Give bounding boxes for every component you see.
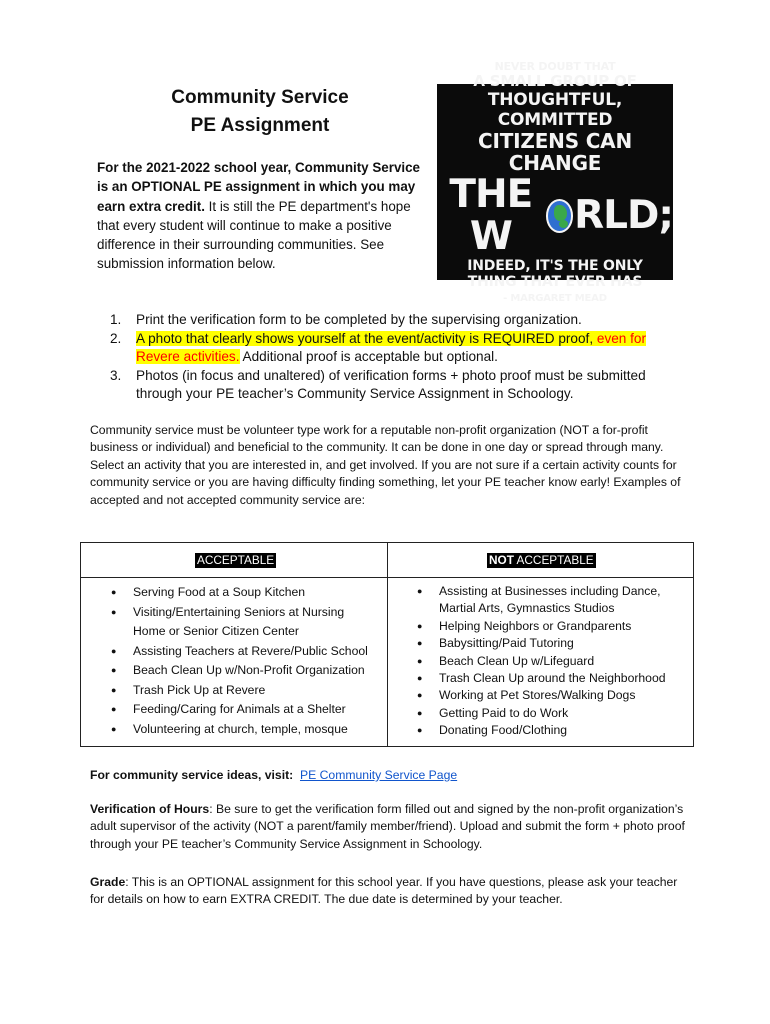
verification-label: Verification of Hours bbox=[90, 802, 210, 816]
step-red-text-2: Revere activities. bbox=[136, 349, 240, 365]
step-text: Print the verification form to be completed by the supervising organization. bbox=[136, 312, 582, 327]
list-item: ● Serving Food at a Soup Kitchen bbox=[111, 583, 376, 603]
grade-label: Grade bbox=[90, 875, 126, 889]
list-item: ● Babysitting/Paid Tutoring bbox=[417, 635, 687, 652]
list-item: ● Assisting at Businesses including Dance, Martial Arts, Gymnastics Studios bbox=[417, 583, 687, 618]
verification-paragraph bbox=[90, 801, 690, 853]
acceptable-list bbox=[111, 583, 376, 739]
list-item: ● Helping Neighbors or Grandparents bbox=[417, 618, 687, 635]
intro-bold-text: For the 2021-2022 school year, Community Service is an OPTIONAL PE assignment in which you may earn extra credit. bbox=[97, 160, 421, 214]
verification-text: : Be sure to get the verification form filled out and signed by the non-profit organization’s adult supervisor of the activity (NOT a parent/family member/friend). Upload and submit the form + photo proof through your PE teacher’s Community Service Assignment in Schoology. bbox=[90, 802, 685, 851]
step-highlight-text: A photo that clearly shows yourself at the event/activity is REQUIRED proof, bbox=[136, 330, 594, 346]
list-item: ● Visiting/Entertaining Seniors at Nursing Home or Senior Citizen Center bbox=[111, 603, 376, 642]
quote-line-5 bbox=[437, 171, 673, 259]
grade-text: : This is an OPTIONAL assignment for this school year. If you have questions, please ask your teacher for details on how to earn EXTRA CREDIT. The due date is determined by your teacher. bbox=[90, 875, 678, 907]
examples-table bbox=[80, 542, 694, 747]
quote-author: - MARGARET MEAD bbox=[503, 292, 607, 304]
page-title: Community Service bbox=[171, 87, 349, 108]
list-item: ● Getting Paid to do Work bbox=[417, 705, 687, 722]
step-item bbox=[110, 330, 670, 367]
page-subtitle: PE Assignment bbox=[190, 115, 330, 136]
quote-line-5-end: RLD; bbox=[574, 192, 673, 238]
not-acceptable-header bbox=[487, 553, 596, 568]
list-item: ● Beach Clean Up w/Non-Profit Organization bbox=[111, 661, 376, 681]
step-item bbox=[110, 311, 670, 330]
ideas-label: For community service ideas, visit: bbox=[90, 768, 294, 782]
step-text: Additional proof is acceptable but optional. bbox=[239, 349, 498, 365]
quote-line-4: CITIZENS CAN CHANGE bbox=[478, 128, 632, 175]
ideas-line bbox=[90, 767, 690, 784]
quote-image bbox=[437, 59, 673, 304]
grade-paragraph bbox=[90, 874, 690, 909]
step-text: Photos (in focus and unaltered) of verification forms + photo proof must be submitted through your PE teacher’s Community Service Assignment in Schoology. bbox=[136, 367, 646, 402]
list-item: ● Volunteering at church, temple, mosque bbox=[111, 720, 376, 740]
community-service-paragraph: Community service must be volunteer type work for a reputable non-profit organization (NOT a for-profit business or individual) and beneficial to the community. It can be done in one day or spread through many. Select an activity that you are interested in, and get involved. If you are not sure if a certain activity counts for community service or you are having difficulty finding something, let your PE teacher know early! Examples of accepted and not accepted community service are: bbox=[90, 423, 681, 507]
step-item bbox=[110, 367, 670, 404]
quote-line-6: INDEED, IT'S THE ONLY bbox=[467, 257, 643, 274]
step-number: 3. bbox=[110, 367, 122, 383]
not-header-bold: NOT bbox=[489, 553, 514, 567]
step-number: 2. bbox=[110, 330, 122, 346]
list-item: ● Feeding/Caring for Animals at a Shelter bbox=[111, 700, 376, 720]
list-item: ● Assisting Teachers at Revere/Public School bbox=[111, 642, 376, 662]
step-red-text-1: even for bbox=[596, 330, 647, 346]
list-item: ● Trash Clean Up around the Neighborhood bbox=[417, 670, 687, 687]
table-column-divider bbox=[387, 543, 388, 746]
quote-line-1: NEVER DOUBT THAT bbox=[494, 59, 616, 73]
not-acceptable-list bbox=[417, 583, 687, 740]
list-item: ● Working at Pet Stores/Walking Dogs bbox=[417, 687, 687, 704]
list-item: ● Trash Pick Up at Revere bbox=[111, 681, 376, 701]
table-header-divider bbox=[81, 577, 693, 578]
quote-line-5-start: THE W bbox=[449, 171, 533, 259]
list-item: ● Beach Clean Up w/Lifeguard bbox=[417, 653, 687, 670]
globe-icon bbox=[546, 199, 573, 233]
quote-line-7: THING THAT EVER HAS bbox=[467, 273, 643, 290]
quote-line-3: THOUGHTFUL, COMMITTED bbox=[487, 89, 623, 130]
intro-paragraph bbox=[97, 158, 427, 274]
intro-text: It is still the PE department's hope that every student will continue to make a positive difference in their surrounding communities. See submission information below. bbox=[97, 198, 411, 272]
acceptable-header: ACCEPTABLE bbox=[197, 553, 275, 567]
steps-list bbox=[110, 311, 670, 404]
quote-line-2: A SMALL GROUP OF bbox=[473, 71, 637, 90]
list-item: ● Donating Food/Clothing bbox=[417, 722, 687, 739]
pe-community-service-link[interactable]: PE Community Service Page bbox=[299, 768, 458, 782]
not-header-rest: ACCEPTABLE bbox=[513, 553, 594, 567]
step-number: 1. bbox=[110, 312, 122, 327]
